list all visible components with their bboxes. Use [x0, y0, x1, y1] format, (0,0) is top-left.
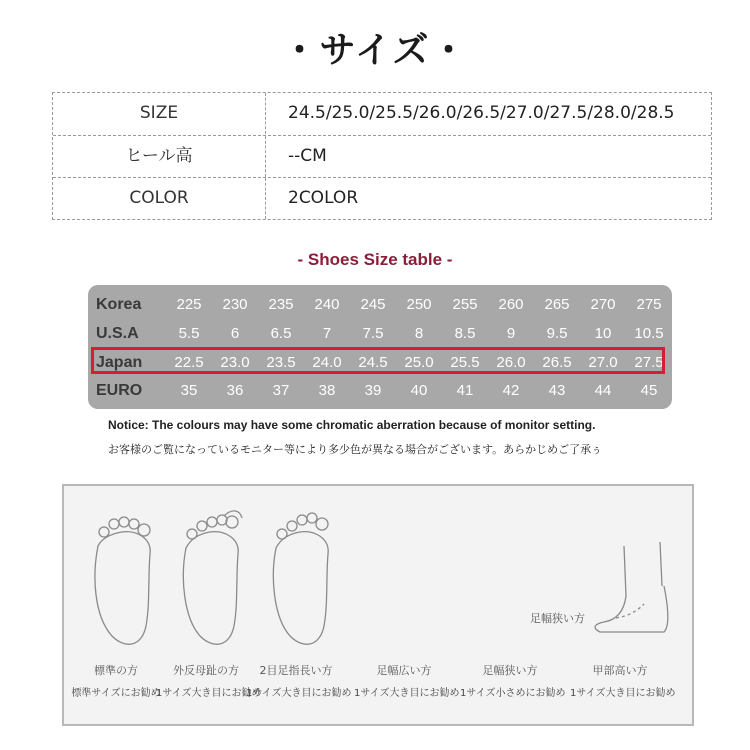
- size-cell: 36: [226, 382, 244, 399]
- foot-type-wide: [354, 662, 460, 699]
- spec-row-color: [53, 177, 711, 219]
- foot-type-advice: 1サイズ大き目にお勧め: [570, 688, 676, 699]
- size-cell: 8: [414, 325, 424, 342]
- size-cell: 38: [318, 382, 336, 399]
- size-cell: 26.0: [496, 354, 526, 371]
- size-cell: 23.0: [220, 354, 250, 371]
- size-row-usa: [88, 320, 672, 347]
- size-cell: 9: [506, 325, 516, 342]
- foot-type-high-instep: [570, 662, 676, 699]
- size-cell: 235: [268, 296, 294, 313]
- size-cell: 23.5: [266, 354, 296, 371]
- size-cell: 255: [452, 296, 478, 313]
- size-cell: 43: [548, 382, 566, 399]
- size-cell: 265: [544, 296, 570, 313]
- foot-type-name: 外反母趾の方: [173, 664, 239, 677]
- spec-row-size: [53, 93, 711, 134]
- size-row-label: Japan: [96, 353, 143, 371]
- bunion-foot-icon: [183, 511, 242, 644]
- spec-label: COLOR: [53, 178, 266, 219]
- size-table-title: - Shoes Size table -: [297, 250, 453, 269]
- size-row-label: EURO: [96, 381, 143, 399]
- size-cell: 22.5: [174, 354, 204, 371]
- size-cell: 6.5: [270, 325, 292, 342]
- size-cell: 5.5: [178, 325, 200, 342]
- size-row-label: Korea: [96, 295, 142, 313]
- size-cell: 9.5: [546, 325, 568, 342]
- size-cell: 6: [230, 325, 240, 342]
- japan-highlight-box: [91, 347, 665, 374]
- size-cell: 27.5: [634, 354, 664, 371]
- size-cell: 25.0: [404, 354, 434, 371]
- foot-type-standard: [66, 662, 166, 699]
- size-cell: 25.5: [450, 354, 480, 371]
- spec-label: SIZE: [53, 93, 266, 134]
- size-cell: 35: [180, 382, 198, 399]
- size-cell: 10.5: [634, 325, 664, 342]
- notice-text-jp: お客様のご覧になっているモニター等により多少色が異なる場合がございます。あらかじめご了承ぅ: [108, 443, 603, 456]
- size-cell: 24.5: [358, 354, 388, 371]
- spec-value: 2COLOR: [288, 188, 359, 208]
- size-cell: 240: [314, 296, 340, 313]
- foot-type-narrow: [460, 662, 566, 699]
- foot-type-bunion: [156, 662, 262, 699]
- size-cell: 39: [364, 382, 382, 399]
- size-cell: 26.5: [542, 354, 572, 371]
- spec-label: ヒール高: [53, 136, 266, 177]
- spec-table: [52, 92, 712, 220]
- foot-type-advice: 1サイズ大き目にお勧め: [156, 688, 262, 699]
- foot-annotation: 足幅狭い方: [530, 612, 585, 625]
- size-cell: 8.5: [454, 325, 476, 342]
- spec-value: 24.5/25.0/25.5/26.0/26.5/27.0/27.5/28.0/28.5: [288, 103, 675, 123]
- size-cell: 24.0: [312, 354, 342, 371]
- standard-foot-icon: [95, 517, 150, 644]
- foot-type-advice: 1サイズ大き目にお勧め: [246, 688, 352, 699]
- size-row-euro: [88, 377, 672, 404]
- size-cell: 7.5: [362, 325, 384, 342]
- foot-type-advice: 1サイズ小さめにお勧め: [460, 688, 566, 699]
- size-row-korea: [88, 291, 672, 318]
- foot-type-name: 甲部高い方: [592, 664, 648, 677]
- foot-type-advice: 1サイズ大き目にお勧め: [354, 688, 460, 699]
- size-cell: 10: [594, 325, 612, 342]
- spec-value: --CM: [288, 146, 327, 166]
- long-toe-foot-icon: [273, 513, 328, 644]
- foot-type-name: 足幅狭い方: [482, 664, 538, 677]
- foot-type-panel: [62, 484, 694, 726]
- size-cell: 42: [502, 382, 520, 399]
- size-cell: 225: [176, 296, 202, 313]
- size-cell: 44: [594, 382, 612, 399]
- size-cell: 270: [590, 296, 616, 313]
- foot-type-name: 標準の方: [94, 664, 138, 677]
- size-cell: 260: [498, 296, 524, 313]
- notice-text: Notice: The colours may have some chromatic aberration because of monitor setting.: [108, 418, 596, 432]
- size-cell: 41: [456, 382, 474, 399]
- page-title: ・サイズ・: [281, 30, 469, 71]
- size-row-label: U.S.A: [96, 324, 139, 342]
- size-cell: 245: [360, 296, 386, 313]
- size-cell: 27.0: [588, 354, 618, 371]
- size-cell: 40: [410, 382, 428, 399]
- high-instep-foot-icon: [595, 542, 668, 632]
- foot-type-name: 2目足指長い方: [259, 664, 333, 677]
- size-cell: 230: [222, 296, 248, 313]
- foot-type-long-toe: [246, 662, 352, 699]
- size-cell: 250: [406, 296, 432, 313]
- foot-type-advice: 標準サイズにお勧め: [71, 688, 161, 699]
- size-cell: 37: [272, 382, 290, 399]
- size-cell: 45: [640, 382, 658, 399]
- foot-type-name: 足幅広い方: [376, 664, 432, 677]
- size-cell: 7: [322, 325, 332, 342]
- size-cell: 275: [636, 296, 662, 313]
- spec-row-heel: [53, 135, 711, 177]
